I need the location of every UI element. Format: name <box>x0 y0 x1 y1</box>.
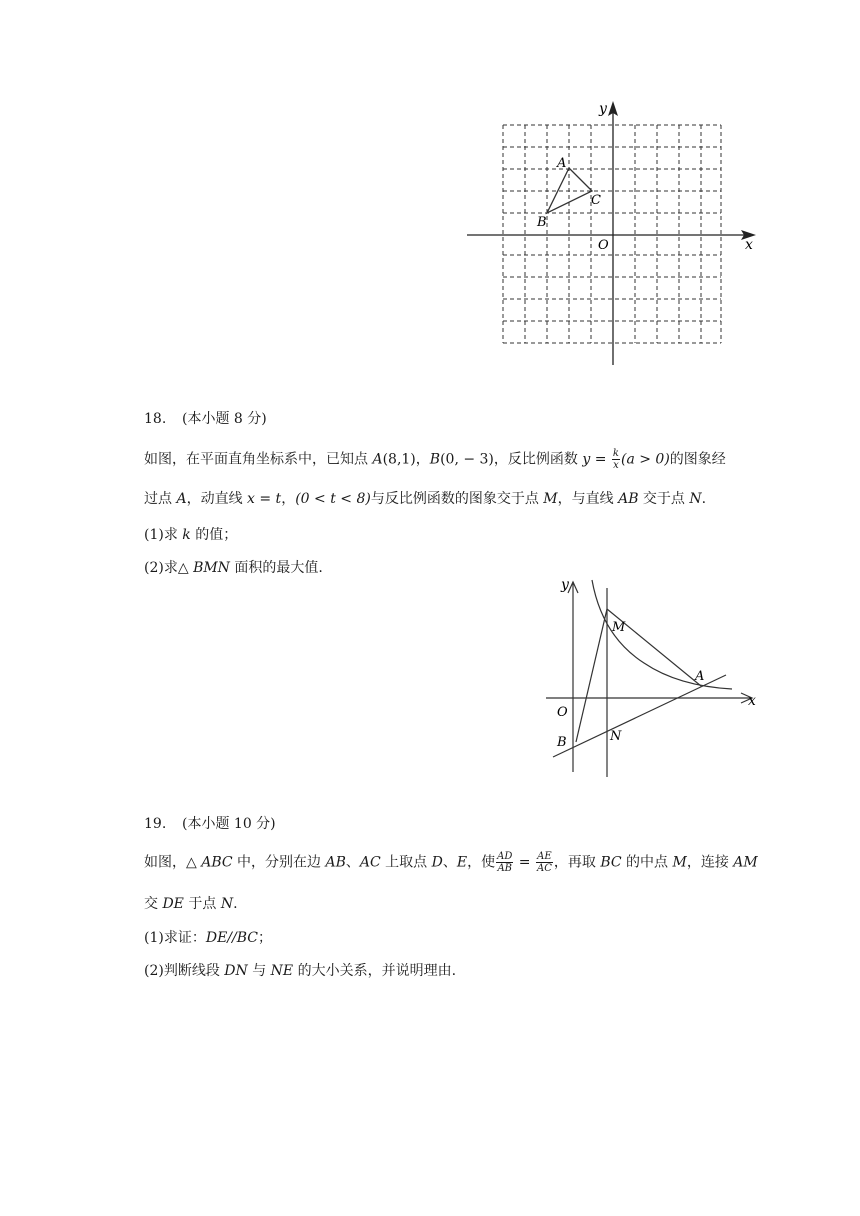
q18-header <box>144 408 267 428</box>
y-axis-label: y <box>561 577 569 593</box>
q18-statement-line2: 过点 A，动直线 x = t，(0 < t < 8)与反比例函数的图象交于点 M，与直线 AB 交于点 N. <box>144 491 707 507</box>
origin-label: O <box>557 705 568 720</box>
grid-figure <box>460 98 760 370</box>
point-m-label: M <box>612 620 626 635</box>
q18-sub-question-2: (2)求△ BMN 面积的最大值. <box>144 560 323 576</box>
ae-over-ac-fraction: $\frac{AE}{AC}$ <box>537 851 552 874</box>
point-a-label: A <box>695 669 705 684</box>
dashed-grid <box>503 125 721 343</box>
point-a-label: A <box>557 156 567 171</box>
line-ab <box>553 675 726 757</box>
origin-label: O <box>598 238 609 253</box>
q18-points-note: (本小题 8 分) <box>182 411 267 427</box>
x-axis-label: x <box>748 693 756 709</box>
point-b-label: B <box>557 735 567 750</box>
point-b-label: B <box>537 215 547 230</box>
q19-sub-question-2: (2)判断线段 DN 与 NE 的大小关系，并说明理由. <box>144 963 457 979</box>
q19-statement-line1: 如图，△ ABC 中，分别在边 AB、AC 上取点 D、E，使 $\frac{AD}{AB}$ = $\frac{AE}{AC}$ ，再取 BC 的中点 M，连接 AM <box>144 851 758 874</box>
q18-statement-line1: 如图，在平面直角坐标系中，已知点 A(8,1)，B(0, − 3)，反比例函数 y = $\frac{k}{x}$ (a > 0)的图象经 <box>144 448 726 471</box>
point-n-label: N <box>610 729 622 744</box>
q19-sub-question-1: (1)求证：DE//BC； <box>144 930 272 946</box>
q19-statement-line2: 交 DE 于点 N. <box>144 896 238 912</box>
y-axis-label: y <box>599 101 607 117</box>
point-c-label: C <box>591 193 601 208</box>
q18-sub-question-1: (1)求 k 的值； <box>144 527 238 543</box>
q18-number: 18. <box>144 411 167 427</box>
k-over-x-fraction: $\frac{k}{x}$ <box>612 448 619 471</box>
x-axis-label: x <box>745 237 753 253</box>
q19-number: 19. <box>144 816 167 832</box>
q19-header <box>144 813 276 833</box>
ad-over-ab-fraction: $\frac{AD}{AB}$ <box>497 851 513 874</box>
segment-bm <box>576 609 607 742</box>
hyperbola-figure <box>540 570 765 780</box>
q19-points-note: (本小题 10 分) <box>182 816 276 832</box>
